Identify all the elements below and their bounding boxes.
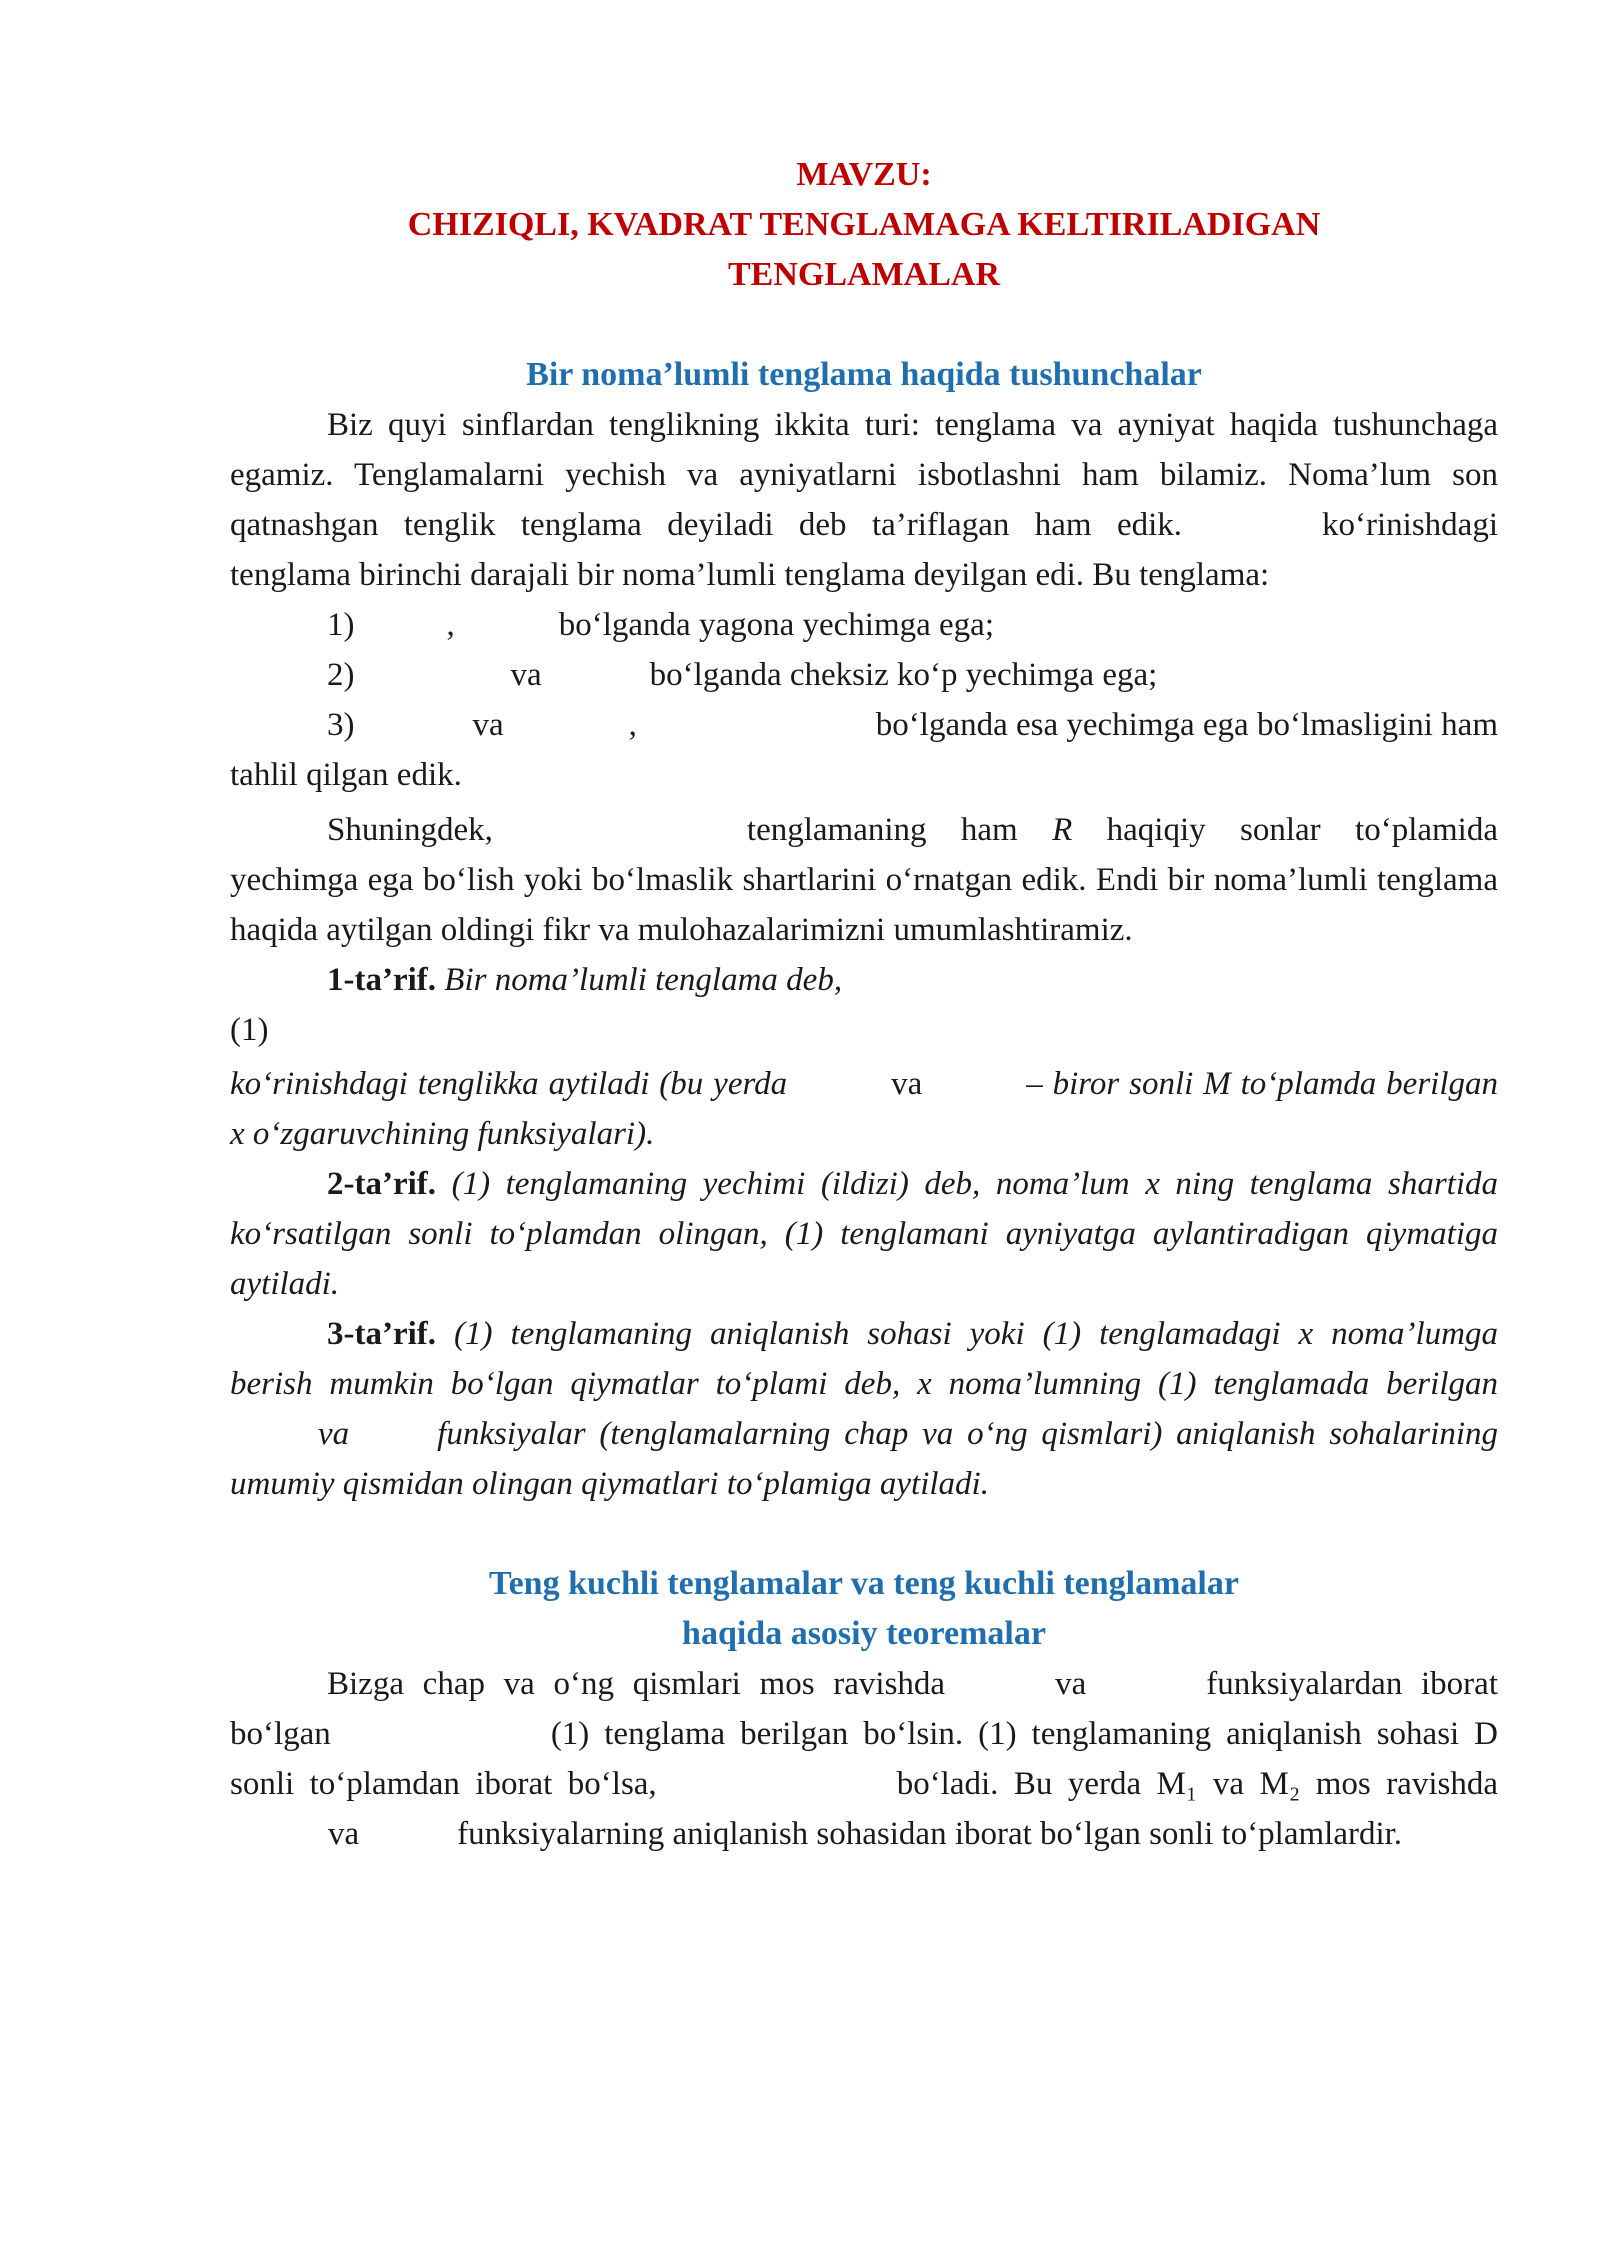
- section-2-paragraph: Bizga chap va o‘ng qismlari mos ravishda va funksiyalardan iborat bo‘lgan (1) tenglama berilgan bo‘lsin. (1) tenglamaning aniqlanish sohasi D sonli to‘plamdan iborat bo‘lsa, bo‘ladi. Bu yerda M₁ va M₂ mos ravishdava funksiyalarning aniqlanish sohasidan iborat bo‘lgan sonli to‘plamlardir.: [230, 1666, 1498, 1852]
- real-numbers-R: R: [1052, 812, 1073, 848]
- definition-1-label: 1-ta’rif.: [327, 962, 437, 998]
- section-1-heading: Bir noma’lumli tenglama haqida tushunchalar: [526, 356, 1202, 393]
- document-page: [230, 150, 1498, 1859]
- title-line-3: TENGLAMALAR: [727, 256, 1001, 293]
- definition-3-label: 3-ta’rif.: [327, 1316, 437, 1352]
- list-item-3: 3) va , bo‘lganda esa yechimga ega bo‘lmasligini ham: [327, 707, 1498, 743]
- list-item-3-continued: tahlil qilgan edik.: [230, 757, 462, 793]
- section-2-heading-line-2: haqida asosiy teoremalar: [682, 1615, 1046, 1652]
- paragraph-shuningdek: Shuningdek, tenglamaning ham R haqiqiy sonlar to‘plamida yechimga ega bo‘lish yoki bo‘lmaslik shartlarini o‘rnatgan edik. Endi bir noma’lumli tenglama haqida aytilgan oldingi fikr va mulohazalarimizni umumlashtiramiz.: [230, 812, 1498, 948]
- intro-paragraph: [230, 400, 1498, 600]
- title-mavzu: MAVZU:: [796, 156, 932, 193]
- intro-text: Biz quyi sinflardan tenglikning ikkita turi: tenglama va ayniyat haqida tushunchaga egamiz. Tenglamalarni yechish va ayniyatlarni isbotlashni ham bilamiz. Noma’lum son qatnashgan tenglik tenglama deyiladi deb ta’riflagan ham edik.: [230, 407, 1498, 543]
- list-item-1: 1) , bo‘lganda yagona yechimga ega;: [327, 607, 994, 643]
- equation-number-1: (1): [230, 1012, 269, 1048]
- list-item-2: 2) va bo‘lganda cheksiz ko‘p yechimga ega;: [327, 657, 1158, 693]
- section-2-heading-line-1: Teng kuchli tenglamalar va teng kuchli tenglamalar: [489, 1565, 1239, 1602]
- title-line-2: CHIZIQLI, KVADRAT TENGLAMAGA KELTIRILADIGAN: [407, 206, 1321, 243]
- definition-2: 2-ta’rif. (1) tenglamaning yechimi (ildizi) deb, noma’lum x ning tenglama shartida ko‘rsatilgan sonli to‘plamdan olingan, (1) tenglamani ayniyatga aylantiradigan qiymatiga aytiladi.: [230, 1166, 1499, 1302]
- definition-3: 3-ta’rif. (1) tenglamaning aniqlanish sohasi yoki (1) tenglamadagi x noma’lumga berish mumkin bo‘lgan qiymatlar to‘plami deb, x noma’lumning (1) tenglamada berilganva funksiyalar (tenglamalarning chap va o‘ng qismlari) aniqlanish sohalarining umumiy qismidan olingan qiymatlari to‘plamiga aytiladi.: [230, 1316, 1499, 1502]
- definition-2-label: 2-ta’rif.: [327, 1166, 437, 1202]
- intro-text-2: ko‘rinishdagi tenglama birinchi darajali bir noma’lumli tenglama deyilgan edi. Bu tenglama:: [230, 507, 1498, 593]
- definition-1: 1-ta’rif. Bir noma’lumli tenglama deb,: [327, 962, 843, 998]
- definition-1-continued: ko‘rinishdagi tenglikka aytiladi (bu yerda va – biror sonli M to‘plamda berilgan x o‘zgaruvchining funksiyalari).: [230, 1066, 1498, 1152]
